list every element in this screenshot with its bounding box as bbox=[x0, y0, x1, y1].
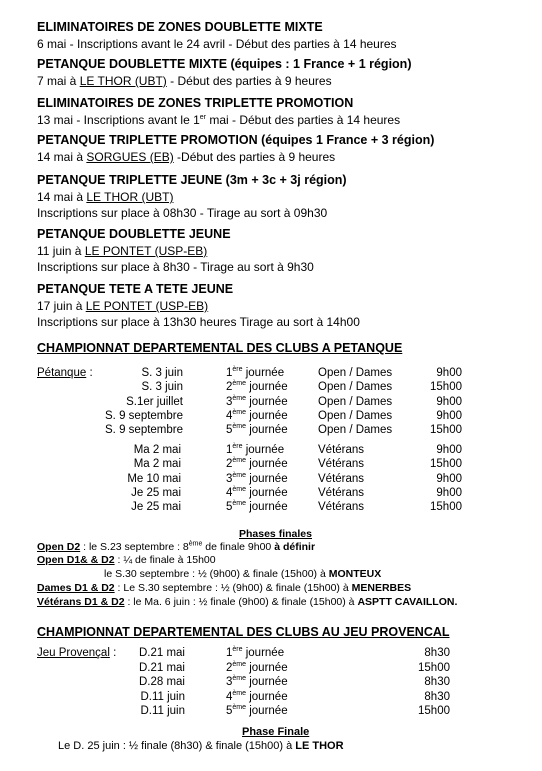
row-time: 9h00 bbox=[436, 444, 462, 456]
row-category: Open / Dames bbox=[318, 395, 393, 408]
row-round: 4ème journée bbox=[226, 689, 288, 703]
row-date: D.11 juin bbox=[140, 690, 185, 703]
phase-finale-title: Phase Finale bbox=[242, 726, 310, 738]
event-title-petanque-triplette-promotion: PETANQUE TRIPLETTE PROMOTION (équipes 1 France + 3 région) bbox=[37, 133, 435, 147]
row-time: 8h30 bbox=[424, 647, 450, 659]
row-date: D.11 juin bbox=[140, 705, 185, 718]
event-venue: LE THOR (UBT) bbox=[79, 74, 167, 88]
jeu-provencal-label: Jeu Provençal : bbox=[37, 647, 117, 659]
event-details: 13 mai - Inscriptions avant le 1er mai - Début des parties à 14 heures bbox=[37, 113, 401, 127]
row-date: D.28 mai bbox=[138, 676, 185, 689]
row-time: 8h30 bbox=[424, 690, 450, 703]
row-category: Vétérans bbox=[318, 486, 365, 499]
final-open-d1-d2: Open D1& & D2 : ¼ de finale à 15h00 bbox=[37, 554, 216, 566]
row-date: Me 10 mai bbox=[127, 472, 181, 485]
row-round: 2ème journée bbox=[226, 660, 288, 674]
event-details: 6 mai - Inscriptions avant le 24 avril - Début des parties à 14 heures bbox=[37, 37, 397, 51]
row-date: D.21 mai bbox=[138, 661, 185, 674]
row-round: 5ème journée bbox=[226, 704, 288, 718]
final-veterans: Vétérans D1 & D2 : le Ma. 6 juin : ½ finale (9h00) & finale (15h00) à ASPTT CAVAILLON. bbox=[37, 596, 458, 608]
row-time: 15h00 bbox=[430, 458, 462, 471]
final-open-d1-d2-details: le S.30 septembre : ½ (9h00) & finale (15h00) à MONTEUX bbox=[104, 568, 382, 580]
event-title-eliminatoires-doublette-mixte: ELIMINATOIRES DE ZONES DOUBLETTE MIXTE bbox=[37, 20, 323, 34]
row-category: Open / Dames bbox=[318, 409, 393, 422]
row-round: 5ème journée bbox=[226, 423, 288, 437]
row-date: S.1er juillet bbox=[126, 395, 183, 408]
row-round: 4ème journée bbox=[226, 409, 288, 422]
event-venue: SORGUES (EB) bbox=[86, 150, 174, 164]
row-round: 5ème journée bbox=[226, 500, 288, 514]
event-venue: LE THOR (UBT) bbox=[86, 190, 174, 204]
row-category: Open / Dames bbox=[318, 381, 393, 394]
row-date: Je 25 mai bbox=[131, 486, 181, 499]
row-date: S. 3 juin bbox=[141, 367, 183, 379]
section-title-jeu-provencal: CHAMPIONNAT DEPARTEMENTAL DES CLUBS AU JEU PROVENCAL bbox=[37, 625, 450, 639]
row-time: 9h00 bbox=[436, 409, 462, 422]
event-title-petanque-doublette-jeune: PETANQUE DOUBLETTE JEUNE bbox=[37, 227, 231, 241]
event-title-petanque-tete-a-tete-jeune: PETANQUE TETE A TETE JEUNE bbox=[37, 282, 234, 296]
row-date: Ma 2 mai bbox=[133, 458, 181, 471]
row-time: 15h00 bbox=[418, 661, 450, 674]
event-details: 14 mai à LE THOR (UBT) bbox=[37, 190, 174, 204]
event-registration: Inscriptions sur place à 8h30 - Tirage au sort à 9h30 bbox=[37, 260, 314, 274]
event-registration: Inscriptions sur place à 13h30 heures Tirage au sort à 14h00 bbox=[37, 315, 360, 329]
row-time: 15h00 bbox=[430, 424, 462, 437]
row-category: Vétérans bbox=[318, 458, 365, 471]
row-time: 8h30 bbox=[424, 676, 450, 689]
phases-finales-title: Phases finales bbox=[239, 528, 312, 540]
row-round: 3ème journée bbox=[226, 675, 288, 689]
row-round: 3ème journée bbox=[226, 471, 288, 485]
provencal-final: Le D. 25 juin : ½ finale (8h30) & finale (15h00) à LE THOR bbox=[58, 740, 344, 752]
row-round: 1ère journée bbox=[226, 366, 285, 379]
event-venue: LE PONTET (USP-EB) bbox=[84, 244, 208, 258]
event-details: 17 juin à LE PONTET (USP-EB) bbox=[37, 299, 209, 313]
row-category: Vétérans bbox=[318, 472, 365, 485]
event-details: 7 mai à LE THOR (UBT) - Début des parties à 9 heures bbox=[37, 74, 332, 88]
row-date: D.21 mai bbox=[138, 647, 185, 659]
row-category: Open / Dames bbox=[318, 367, 393, 379]
row-round: 1ère journée bbox=[226, 443, 285, 456]
petanque-label: Pétanque : bbox=[37, 367, 93, 379]
row-time: 9h00 bbox=[436, 472, 462, 485]
event-venue: LE PONTET (USP-EB) bbox=[85, 299, 209, 313]
row-round: 1ère journée bbox=[226, 646, 285, 659]
event-title-petanque-doublette-mixte: PETANQUE DOUBLETTE MIXTE (équipes : 1 France + 1 région) bbox=[37, 57, 412, 71]
row-round: 2ème journée bbox=[226, 457, 288, 471]
row-time: 15h00 bbox=[418, 705, 450, 718]
final-dames: Dames D1 & D2 : Le S.30 septembre : ½ (9h00) & finale (15h00) à MENERBES bbox=[37, 582, 412, 594]
row-time: 15h00 bbox=[430, 501, 462, 514]
event-details: 11 juin à LE PONTET (USP-EB) bbox=[37, 244, 208, 258]
row-date: Ma 2 mai bbox=[133, 444, 181, 456]
row-time: 9h00 bbox=[436, 395, 462, 408]
row-date: S. 9 septembre bbox=[105, 409, 183, 422]
final-open-d2: Open D2 : le S.23 septembre : 8ème de finale 9h00 à définir bbox=[37, 540, 316, 553]
row-date: S. 3 juin bbox=[141, 381, 183, 394]
section-title-petanque: CHAMPIONNAT DEPARTEMENTAL DES CLUBS A PETANQUE bbox=[37, 341, 403, 355]
row-round: 4ème journée bbox=[226, 486, 288, 499]
event-title-petanque-triplette-jeune: PETANQUE TRIPLETTE JEUNE (3m + 3c + 3j région) bbox=[37, 173, 347, 187]
event-title-eliminatoires-triplette-promotion: ELIMINATOIRES DE ZONES TRIPLETTE PROMOTION bbox=[37, 96, 354, 110]
row-round: 2ème journée bbox=[226, 380, 288, 394]
row-category: Vétérans bbox=[318, 501, 365, 514]
row-time: 9h00 bbox=[436, 486, 462, 499]
row-time: 9h00 bbox=[436, 367, 462, 379]
row-category: Open / Dames bbox=[318, 424, 393, 437]
row-date: S. 9 septembre bbox=[105, 424, 183, 437]
event-details: 14 mai à SORGUES (EB) -Début des parties à 9 heures bbox=[37, 150, 336, 164]
event-registration: Inscriptions sur place à 08h30 - Tirage au sort à 09h30 bbox=[37, 206, 328, 220]
row-category: Vétérans bbox=[318, 444, 365, 456]
row-round: 3ème journée bbox=[226, 394, 288, 408]
row-date: Je 25 mai bbox=[131, 501, 181, 514]
row-time: 15h00 bbox=[430, 381, 462, 394]
